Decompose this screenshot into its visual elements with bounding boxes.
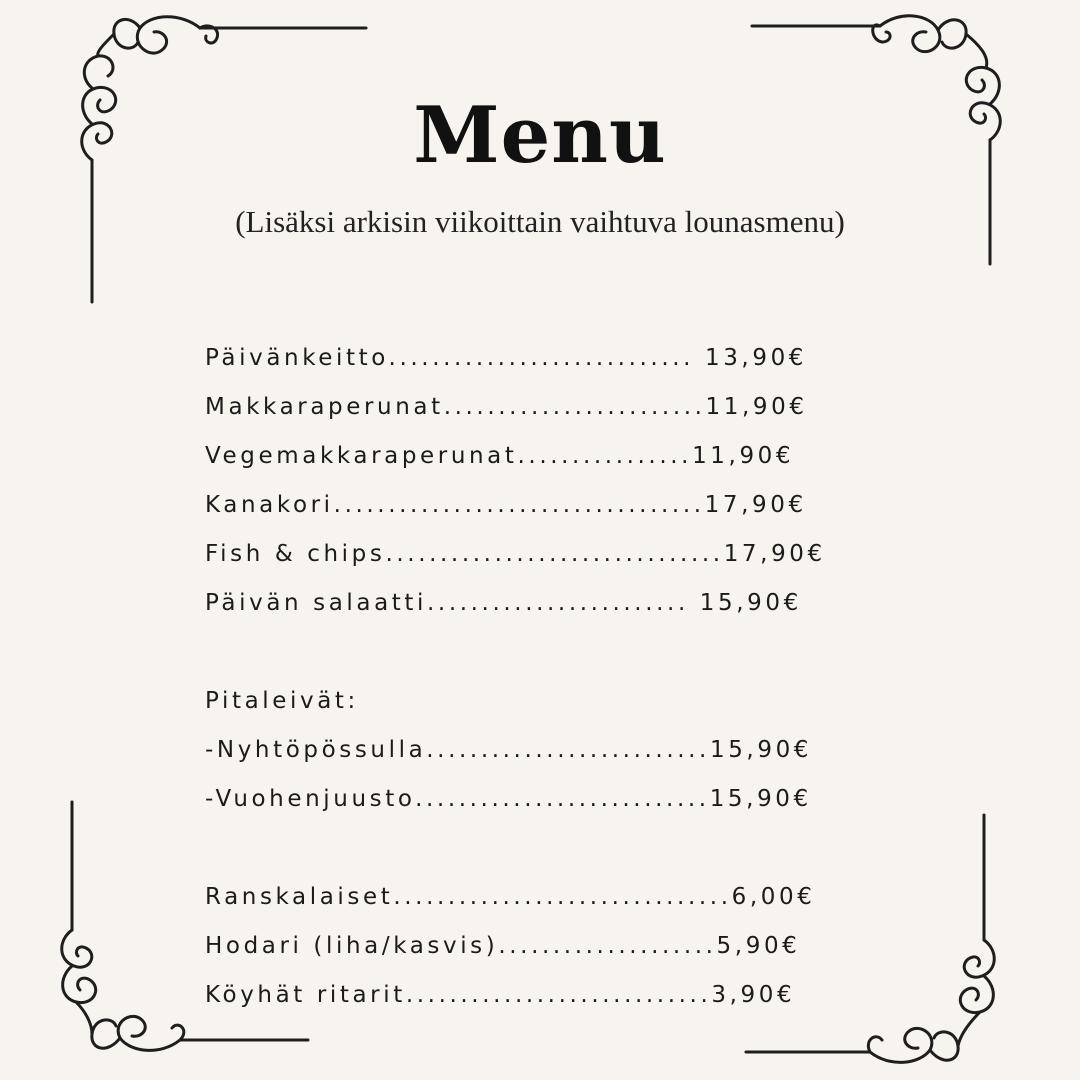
page-title: Menu: [413, 90, 667, 181]
menu-section-pitaleivat: Pitaleivät:: [205, 688, 359, 714]
section-spacer: [205, 828, 905, 877]
menu-item-vuohenjuusto: -Vuohenjuusto...........................15,90€: [205, 786, 812, 812]
page-subtitle: (Lisäksi arkisin viikoittain vaihtuva lounasmenu): [235, 204, 845, 239]
menu-list: [205, 338, 905, 1024]
menu-item-paivankeitto: Päivänkeitto............................ 13,90€: [205, 345, 808, 371]
menu-item-ranskalaiset: Ranskalaiset...............................6,00€: [205, 884, 816, 910]
menu-item-vegemakkaraperunat: Vegemakkaraperunat................11,90€: [205, 443, 795, 469]
section-spacer: [205, 632, 905, 681]
menu-item-paivan-salaatti: Päivän salaatti........................ 15,90€: [205, 590, 802, 616]
menu-item-makkaraperunat: Makkaraperunat........................11,90€: [205, 394, 808, 420]
menu-item-koyhat-ritarit: Köyhät ritarit............................3,90€: [205, 982, 796, 1008]
menu-item-hodari: Hodari (liha/kasvis)....................5,90€: [205, 933, 801, 959]
menu-item-fish-chips: Fish & chips...............................17,90€: [205, 541, 826, 567]
menu-item-nyhtopossulla: -Nyhtöpössulla..........................15,90€: [205, 737, 813, 763]
menu-item-kanakori: Kanakori..................................17,90€: [205, 492, 807, 518]
